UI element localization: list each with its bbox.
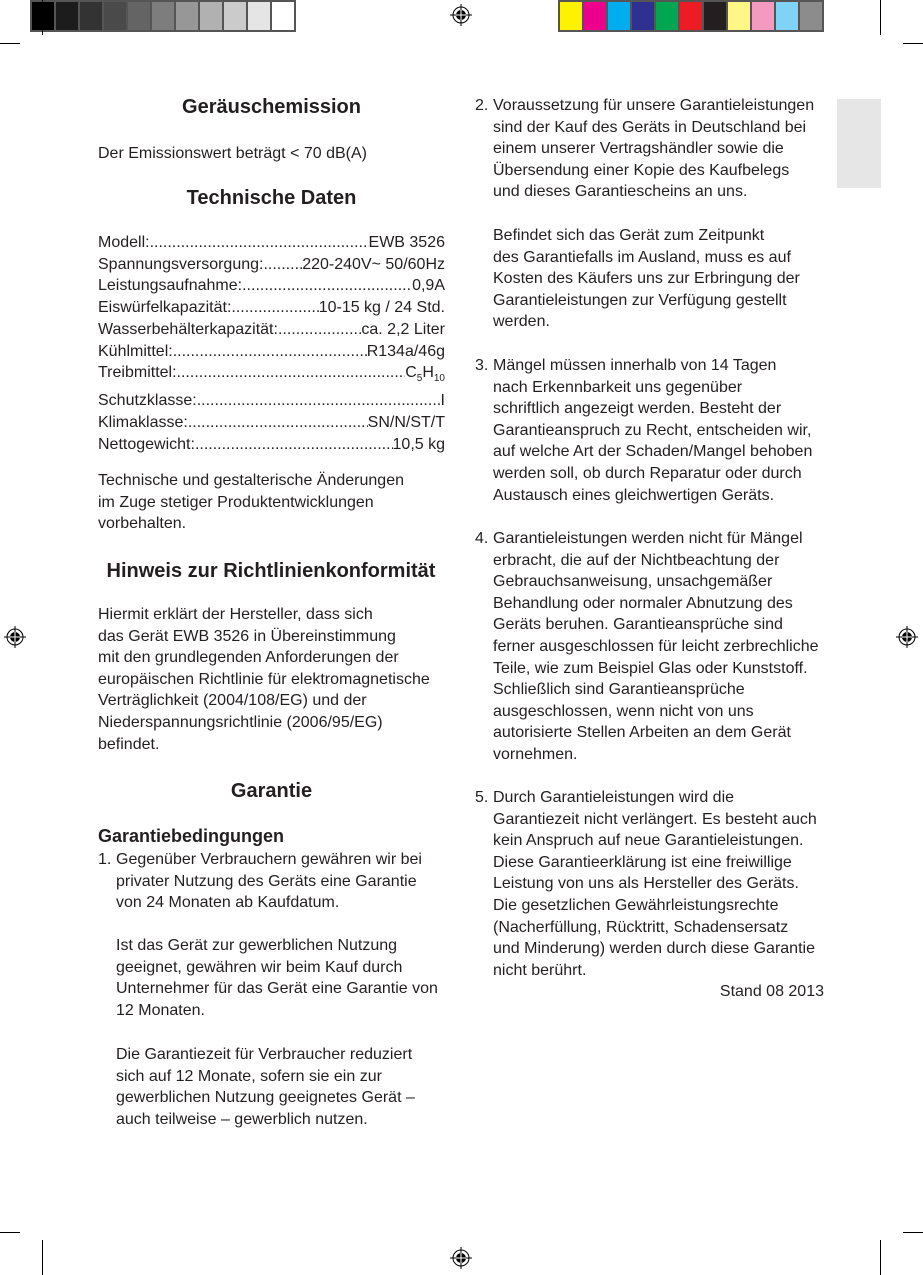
color-swatch bbox=[800, 2, 822, 30]
tech-label: Modell: bbox=[98, 234, 150, 251]
color-swatch bbox=[752, 2, 776, 30]
tech-value: ca. 2,2 Liter bbox=[361, 320, 445, 338]
color-swatch bbox=[656, 2, 680, 30]
tech-value: 10,5 kg bbox=[392, 435, 445, 453]
process-color-bar bbox=[558, 0, 824, 32]
item-text: Mängel müssen innerhalb von 14 Tagen nach Erkennbarkeit uns gegenüber schriftlich angezeigt werden. Besteht der Garantieanspruch zu Recht, entscheiden wir, auf welche Art der Schaden/Mangel behoben werden soll, ob durch Reparatur oder durch Austausch eines gleichwertigen Geräts. bbox=[493, 357, 813, 504]
noise-text: Der Emissionswert beträgt < 70 dB(A) bbox=[98, 145, 367, 162]
item-number: 1. bbox=[98, 851, 112, 868]
color-swatch bbox=[584, 2, 608, 30]
tech-data-row bbox=[98, 412, 445, 434]
warranty-item-1 bbox=[98, 849, 422, 914]
noise-heading: Geräuschemission bbox=[182, 96, 361, 118]
registration-mark-icon bbox=[450, 4, 472, 26]
tech-value: 220-240V~ 50/60Hz bbox=[302, 255, 445, 273]
color-swatch bbox=[32, 2, 56, 30]
color-swatch bbox=[104, 2, 128, 30]
tech-data-row bbox=[98, 232, 445, 254]
tech-data-row bbox=[98, 297, 445, 319]
tech-value: 10-15 kg / 24 Std. bbox=[318, 299, 445, 317]
dot-leader bbox=[197, 390, 441, 412]
tech-data-row bbox=[98, 341, 445, 363]
dot-leader bbox=[278, 319, 361, 341]
changes-text: Technische und gestalterische Änderungen im Zuge stetiger Produktentwicklungen vorbehalten. bbox=[98, 472, 404, 533]
tech-value: EWB 3526 bbox=[368, 234, 445, 251]
conditions-heading: Garantiebedingungen bbox=[98, 826, 285, 846]
warranty-heading: Garantie bbox=[230, 780, 313, 802]
color-swatch bbox=[200, 2, 224, 30]
item-number: 3. bbox=[475, 357, 489, 374]
tech-value: I bbox=[440, 392, 445, 410]
tech-data-row bbox=[98, 390, 445, 412]
color-swatch bbox=[608, 2, 632, 30]
tech-heading: Technische Daten bbox=[186, 187, 357, 209]
registration-mark-icon bbox=[896, 626, 918, 648]
color-swatch bbox=[128, 2, 152, 30]
dot-leader bbox=[242, 275, 412, 297]
crop-mark bbox=[880, 1240, 881, 1275]
item-number: 4. bbox=[475, 530, 489, 547]
crop-mark bbox=[0, 1232, 20, 1233]
warranty-item-4 bbox=[475, 528, 819, 766]
crop-mark bbox=[903, 43, 923, 44]
tech-data-row bbox=[98, 434, 445, 456]
item-2-paragraph-2: Befindet sich das Gerät zum Zeitpunkt des Garantiefalls im Ausland, muss es auf Kosten des Käufers uns zur Erbringung der Garantieleistungen zur Verfügung gestellt werden. bbox=[493, 227, 800, 331]
dot-leader bbox=[195, 434, 393, 456]
conformity-heading: Hinweis zur Richtlinienkonformität bbox=[106, 560, 436, 582]
dot-leader bbox=[150, 232, 369, 254]
item-text: Gegenüber Verbrauchern gewähren wir bei privater Nutzung des Geräts eine Garantie von 24 Monaten ab Kaufdatum. bbox=[116, 851, 422, 912]
color-swatch bbox=[704, 2, 728, 30]
color-swatch bbox=[176, 2, 200, 30]
tech-label: Nettogewicht: bbox=[98, 435, 195, 453]
warranty-item-2 bbox=[475, 95, 814, 203]
color-swatch bbox=[56, 2, 80, 30]
dot-leader bbox=[177, 362, 406, 390]
item-text: Voraussetzung für unsere Garantieleistungen sind der Kauf des Geräts in Deutschland bei einem unserer Vertragshändler sowie die Übersendung einer Kopie des Kaufbelegs und dieses Garantiescheins an uns. bbox=[493, 97, 815, 201]
grayscale-color-bar bbox=[30, 0, 296, 32]
color-swatch bbox=[224, 2, 248, 30]
color-swatch bbox=[680, 2, 704, 30]
color-swatch bbox=[632, 2, 656, 30]
tech-data-row bbox=[98, 319, 445, 341]
tech-value: R134a/46g bbox=[366, 342, 445, 360]
tech-data-row bbox=[98, 362, 445, 390]
color-swatch bbox=[152, 2, 176, 30]
tech-label: Schutzklasse: bbox=[98, 392, 197, 410]
item-number: 5. bbox=[475, 789, 489, 806]
crop-mark bbox=[42, 1240, 43, 1275]
registration-mark-icon bbox=[450, 1247, 472, 1269]
stand-date: Stand 08 2013 bbox=[719, 983, 824, 1000]
crop-mark bbox=[880, 0, 881, 35]
crop-mark bbox=[903, 1232, 923, 1233]
tech-value: $C_5H_{10}$ bbox=[405, 364, 445, 385]
color-swatch bbox=[776, 2, 800, 30]
dot-leader bbox=[188, 412, 368, 434]
item-1-paragraph-3: Die Garantiezeit für Verbraucher reduziert sich auf 12 Monate, sofern sie ein zur gewerblichen Nutzung geeignetes Gerät – auch teilweise – gewerblich nutzen. bbox=[116, 1046, 415, 1128]
tech-label: Eiswürfelkapazität: bbox=[98, 299, 232, 317]
item-1-paragraph-2: Ist das Gerät zur gewerblichen Nutzung geeignet, gewähren wir beim Kauf durch Unternehmer für das Gerät eine Garantie von 12 Monaten. bbox=[116, 937, 438, 1019]
dot-leader bbox=[231, 297, 318, 319]
conformity-text: Hiermit erklärt der Hersteller, dass sich das Gerät EWB 3526 in Übereinstimmung mit den grundlegenden Anforderungen der europäischen Richtlinie für elektromagnetische Verträglichkeit (2004/108/EG) und der Niederspannungsrichtlinie (2006/95/EG) befindet. bbox=[98, 606, 430, 753]
dot-leader bbox=[263, 254, 302, 276]
color-swatch bbox=[272, 2, 294, 30]
tech-label: Klimaklasse: bbox=[98, 413, 188, 431]
registration-mark-icon bbox=[4, 626, 26, 648]
color-swatch bbox=[248, 2, 272, 30]
tech-label: Wasserbehälterkapazität: bbox=[98, 320, 278, 338]
color-swatch bbox=[560, 2, 584, 30]
tech-label: Spannungsversorgung: bbox=[98, 255, 264, 273]
tech-label: Leistungsaufnahme: bbox=[98, 277, 243, 295]
tech-value: 0,9A bbox=[412, 277, 445, 295]
crop-mark bbox=[0, 43, 20, 44]
language-tab bbox=[837, 99, 881, 188]
item-number: 2. bbox=[475, 97, 489, 114]
dot-leader bbox=[173, 341, 367, 363]
tech-data-table bbox=[98, 232, 445, 455]
tech-data-row bbox=[98, 275, 445, 297]
item-text: Garantieleistungen werden nicht für Mängel erbracht, die auf der Nichtbeachtung der Gebrauchsanweisung, unsachgemäßer Behandlung oder normaler Abnutzung des Geräts beruhen. Garantieansprüche sind ferner ausgeschlossen für leicht zerbrechliche Teile, wie zum Beispiel Glas oder Kunststoff. Schließlich sind Garantieansprüche ausgeschlossen, wenn nicht von uns autorisierte Stellen Arbeiten an dem Gerät vornehmen. bbox=[493, 530, 819, 763]
color-swatch bbox=[728, 2, 752, 30]
crop-mark bbox=[42, 0, 43, 35]
color-swatch bbox=[80, 2, 104, 30]
item-text: Durch Garantieleistungen wird die Garantiezeit nicht verlängert. Es besteht auch kein Anspruch auf neue Garantieleistungen. Diese Garantieerklärung ist eine freiwillige Leistung von uns als Hersteller des Geräts. Die gesetzlichen Gewährleistungsrechte (Nacherfüllung, Rücktritt, Schadensersatz und Minderung) werden durch diese Garantie nicht berührt. bbox=[493, 789, 817, 979]
tech-label: Kühlmittel: bbox=[98, 342, 173, 360]
tech-value: SN/N/ST/T bbox=[367, 413, 445, 431]
warranty-item-5 bbox=[475, 787, 817, 981]
tech-data-row bbox=[98, 254, 445, 276]
tech-label: Treibmittel: bbox=[98, 364, 177, 382]
warranty-item-3 bbox=[475, 355, 812, 506]
